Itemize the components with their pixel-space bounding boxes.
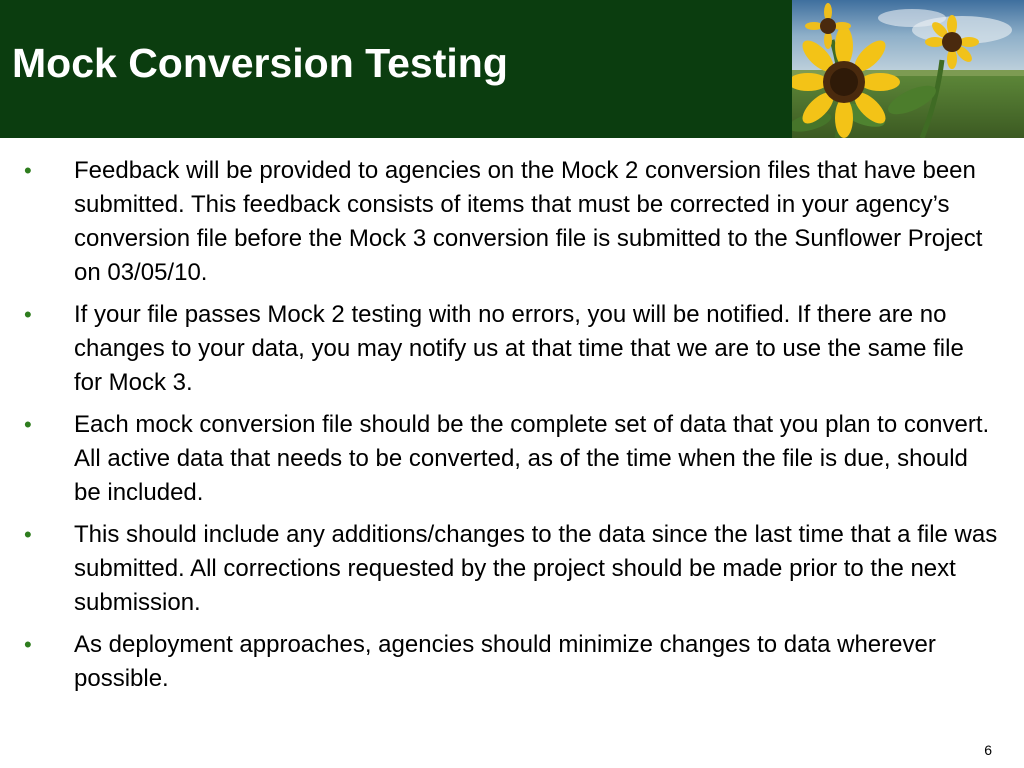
bullet-marker: • (24, 522, 32, 547)
title-bar (0, 0, 1024, 138)
bullet-text: Each mock conversion file should be the complete set of data that you plan to convert. All active data that needs to be converted, as of the time when the file is due, should be included. (74, 411, 990, 506)
bullet-marker: • (24, 158, 32, 183)
sunflower-photo (792, 0, 1024, 138)
bullet-marker: • (24, 632, 32, 657)
bullet-text: Feedback will be provided to agencies on the Mock 2 conversion files that have been submitted. This feedback consists of items that must be corrected in your agency’s conversion file before the Mock 3 conversion file is submitted to the Sunflower Project on 03/05/10. (74, 157, 983, 286)
slide-title: Mock Conversion Testing (12, 40, 508, 86)
bullet-item (0, 154, 1024, 290)
bullet-text: If your file passes Mock 2 testing with no errors, you will be notified. If there are no changes to your data, you may notify us at that time that we are to use the same file for Mock 3. (74, 301, 964, 396)
bullet-item (0, 408, 1024, 510)
bullet-marker: • (24, 302, 32, 327)
bullet-item (0, 298, 1024, 400)
page-number: 6 (984, 742, 992, 758)
bullet-text: As deployment approaches, agencies should minimize changes to data wherever possible. (74, 631, 936, 692)
bullet-text: This should include any additions/changes to the data since the last time that a file was submitted. All corrections requested by the project should be made prior to the next submission. (74, 521, 998, 616)
bullet-list (0, 154, 1024, 704)
sunflower-photo-graphic (792, 0, 1024, 138)
bullet-item (0, 518, 1024, 620)
bullet-item (0, 628, 1024, 696)
bullet-marker: • (24, 412, 32, 437)
